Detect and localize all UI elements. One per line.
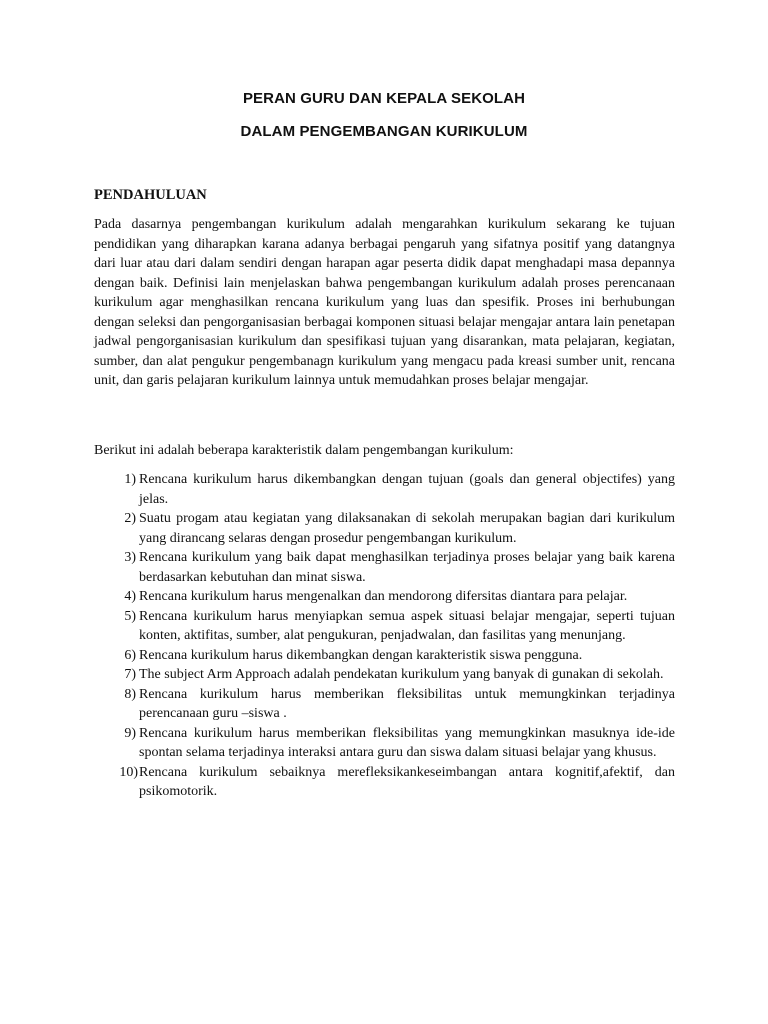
intro-paragraph: Pada dasarnya pengembangan kurikulum adalah mengarahkan kurikulum sekarang ke tujuan pendidikan yang diharapkan karana adanya berbagai pengaruh yang sifatnya positif yang datangnya dari luar atau dari dalam sendiri dengan harapan agar peserta didik dapat menghadapi masa depannya dengan baik. Definisi lain menjelaskan bahwa pengembangan kurikulum adalah proses perencanaan kurikulum agar menghasilkan rencana kurikulum yang luas dan spesifik. Proses ini berhubungan dengan seleksi dan pengorganisasian berbagai komponen situasi belajar mengajar antara lain penetapan jadwal pengorganisasian kurikulum dan spesifikasi tujuan yang disarankan, mata pelajaran, kegiatan, sumber, dan alat pengukur pengembanagn kurikulum yang mengacu pada kreasi sumber unit, rencana unit, dan garis pelajaran kurikulum lainnya untuk memudahkan proses belajar mengajar. [94, 217, 675, 388]
list-item-number: 2) [124, 511, 136, 526]
list-item-number: 10) [119, 764, 138, 780]
list-item-text: Rencana kurikulum harus memberikan fleksibilitas yang memungkinkan masuknya ide-ide spontan selama terjadinya interaksi antara guru dan siswa dalam situasi belajar yang khusus. [139, 725, 675, 760]
list-item-text: Rencana kurikulum harus dikembangkan dengan tujuan (goals dan general objectifes) yang jelas. [139, 472, 675, 507]
list-item-number: 4) [124, 589, 136, 604]
document-title-line-2: DALAM PENGEMBANGAN KURIKULUM [240, 123, 528, 140]
list-item-number: 3) [124, 550, 136, 565]
list-item-number: 5) [124, 608, 136, 624]
list-item-text: Suatu progam atau kegiatan yang dilaksanakan di sekolah merupakan bagian dari kurikulum yang dirancang selaras dengan prosedur pengembangan kurikulum. [139, 511, 675, 546]
list-item [0, 509, 675, 548]
list-item-number: 1) [124, 472, 136, 487]
list-item [0, 646, 675, 666]
list-item [0, 763, 675, 802]
list-item [0, 587, 675, 607]
list-item [0, 724, 675, 763]
list-item [0, 470, 675, 509]
characteristics-list [0, 470, 768, 802]
list-item-text: Rencana kurikulum yang baik dapat menghasilkan terjadinya proses belajar yang baik karena berdasarkan kebutuhan dan minat siswa. [139, 550, 675, 585]
list-item-text: Rencana kurikulum harus mengenalkan dan mendorong difersitas diantara para pelajar. [139, 589, 628, 604]
list-intro: Berikut ini adalah beberapa karakteristik dalam pengembangan kurikulum: [94, 443, 514, 458]
list-item-text: The subject Arm Approach adalah pendekatan kurikulum yang banyak di gunakan di sekolah. [139, 667, 664, 682]
list-item [0, 685, 675, 724]
list-item-number: 9) [124, 725, 136, 741]
list-item-text: Rencana kurikulum harus memberikan fleksibilitas untuk memungkinkan terjadinya perencanaan guru –siswa . [139, 686, 675, 721]
list-item-number: 8) [124, 686, 136, 702]
list-item [0, 607, 675, 646]
list-item [0, 548, 675, 587]
section-heading: PENDAHULUAN [94, 187, 207, 203]
list-item [0, 665, 675, 685]
list-item-text: Rencana kurikulum sebaiknya merefleksikankeseimbangan antara kognitif,afektif, dan psikomotorik. [139, 764, 675, 799]
list-item-text: Rencana kurikulum harus dikembangkan dengan karakteristik siswa pengguna. [139, 647, 583, 663]
list-item-text: Rencana kurikulum harus menyiapkan semua aspek situasi belajar mengajar, seperti tujuan konten, aktifitas, sumber, alat pengukuran, penjadwalan, dan fasilitas yang menunjang. [139, 608, 675, 643]
list-item-number: 6) [124, 647, 136, 663]
list-item-number: 7) [124, 667, 136, 682]
document-title-line-1: PERAN GURU DAN KEPALA SEKOLAH [242, 90, 526, 107]
